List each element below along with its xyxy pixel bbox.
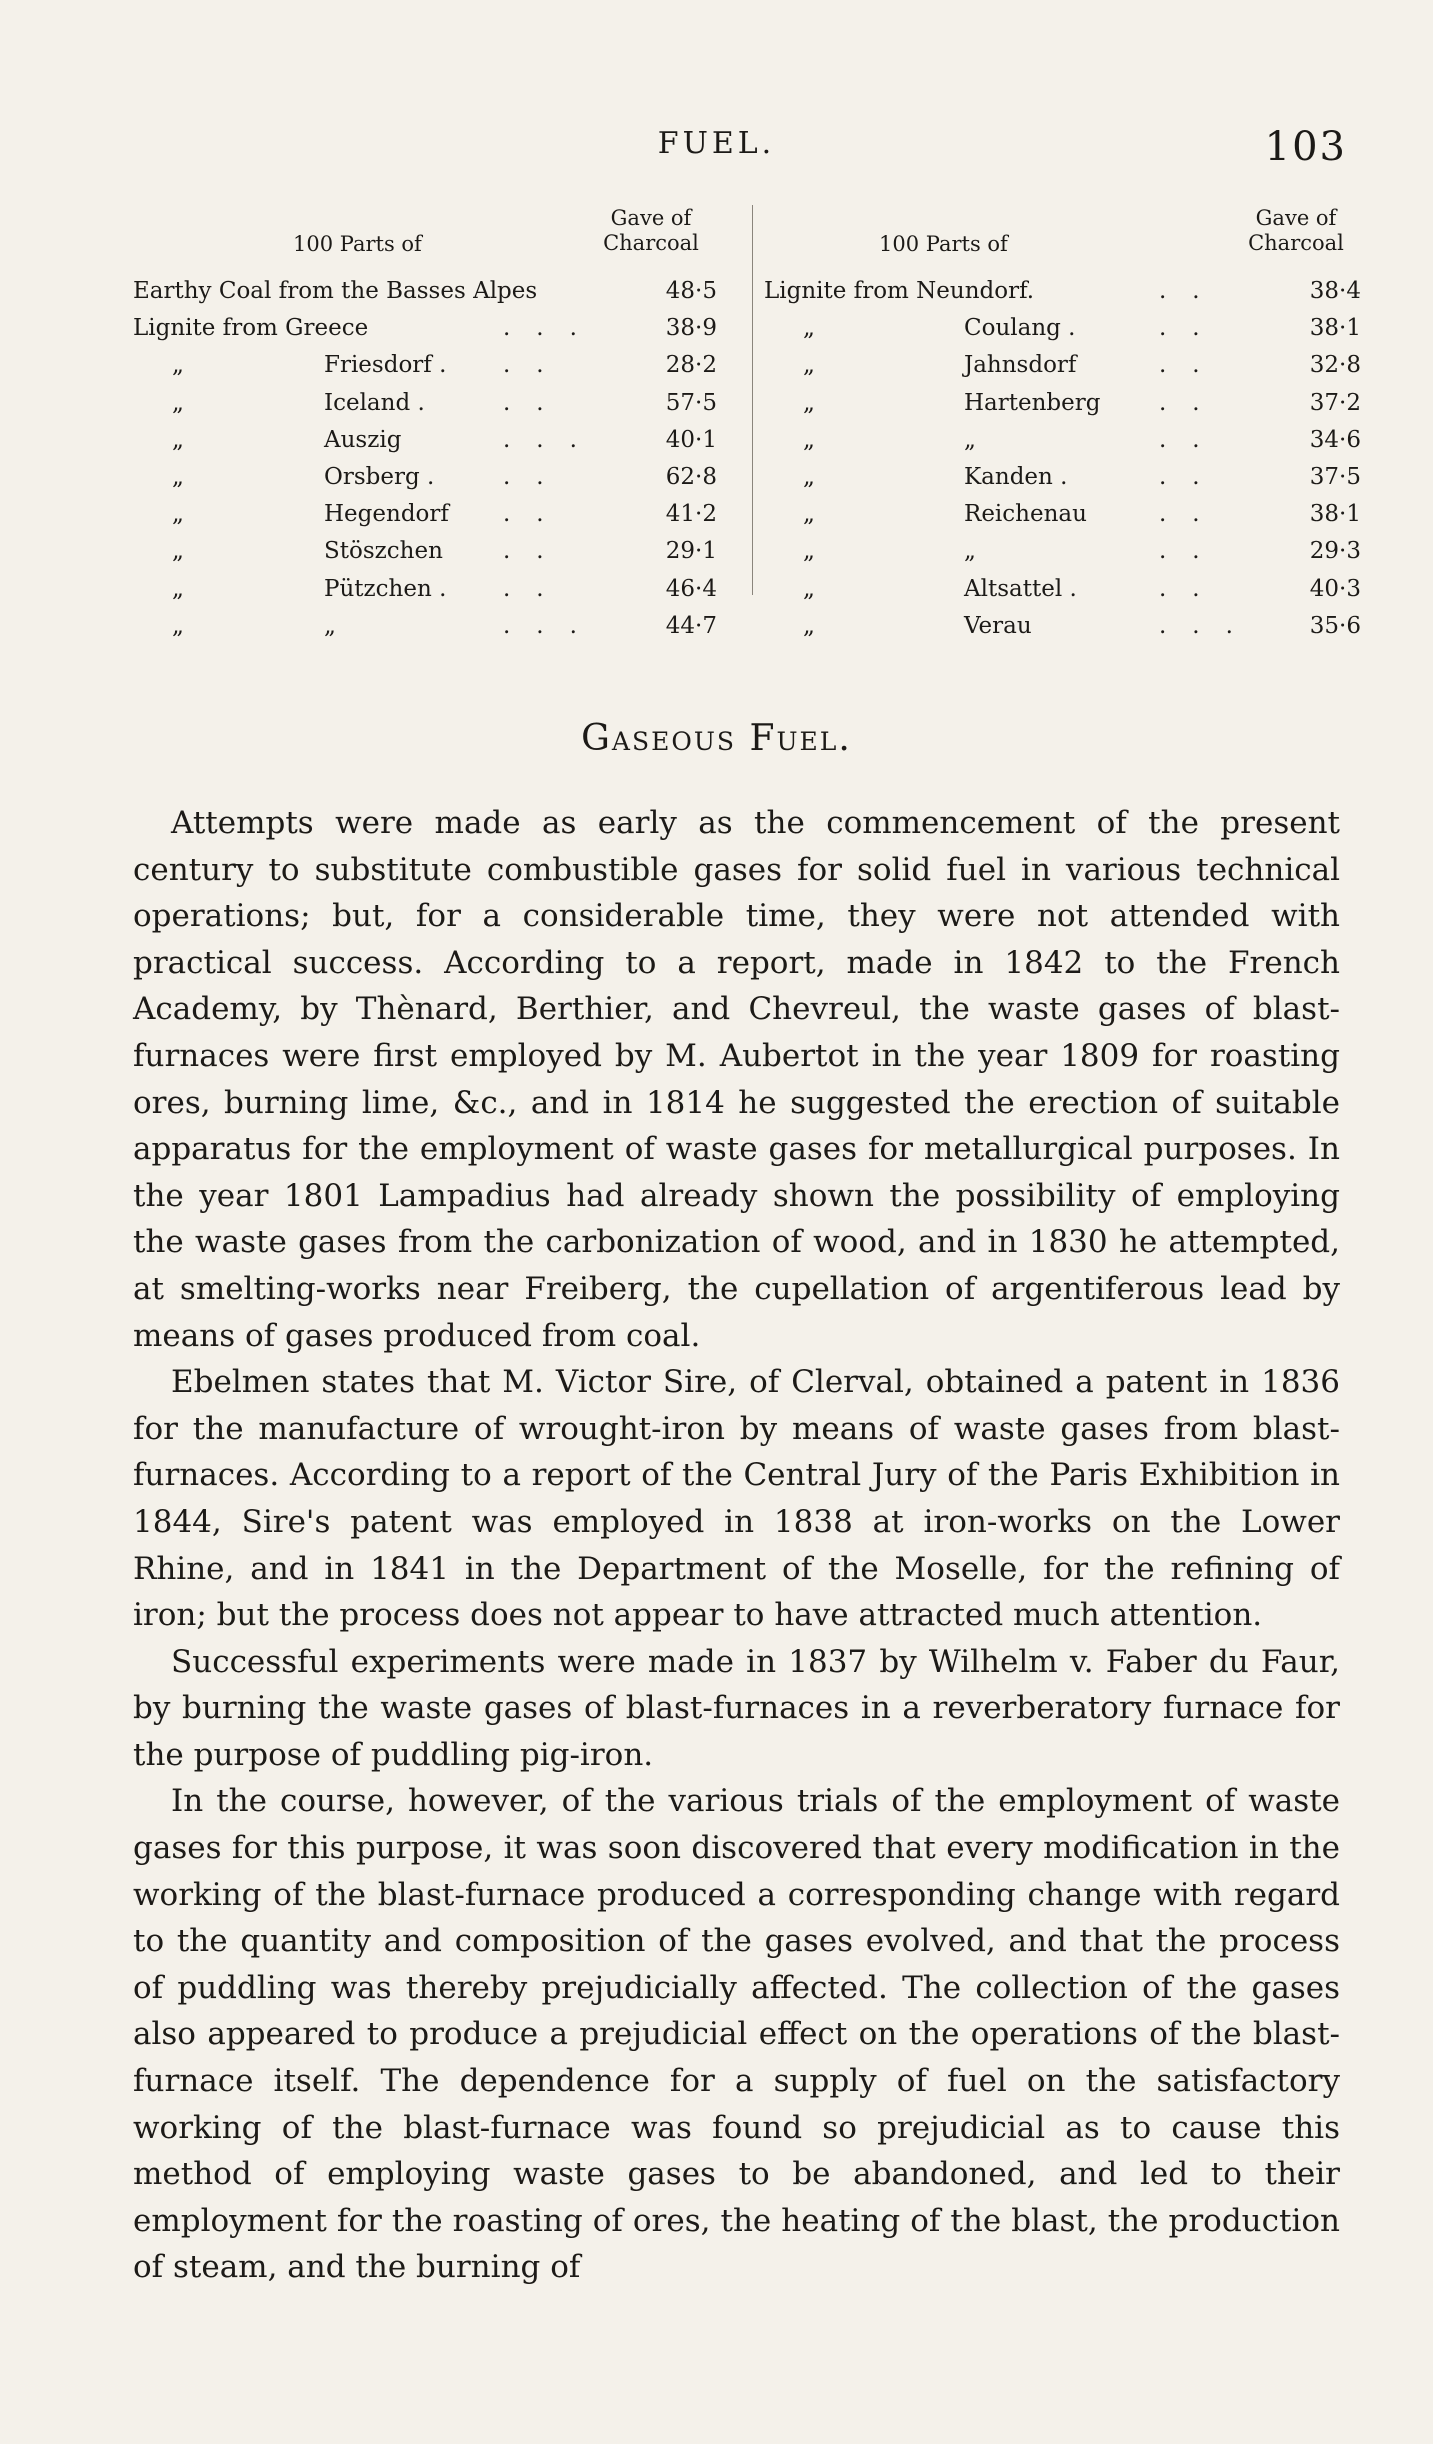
leader-dots: ... [503,315,603,342]
row-value: 29·3 [1309,538,1361,565]
ditto-mark: „ [803,463,815,490]
ditto-mark: „ [172,501,184,528]
row-value: 48·5 [665,278,717,304]
left-table-header-gave-line1: Gave of [610,206,692,230]
row-value: 38·1 [1309,501,1361,528]
left-table-rows [133,273,717,645]
right-table-rows [764,273,1361,645]
leader-dots: .. [1159,426,1226,453]
right-table-header-gave-line2: Charcoal [1248,231,1344,255]
leader-dots: .. [503,463,570,490]
row-value: 38·4 [1309,278,1361,304]
row-name: „ [324,612,336,639]
row-name: Auszig [324,426,402,453]
table-row [764,310,1361,347]
row-value: 40·1 [665,426,717,453]
right-table-header-gave [1226,206,1366,256]
table-row [764,571,1361,608]
row-name: Stöszchen [324,538,443,565]
row-name: Pützchen . [324,575,447,602]
row-label: Earthy Coal from the Basses Alpes [133,278,538,304]
table-row [764,608,1361,645]
ditto-mark: „ [803,575,815,602]
leader-dots: .. [503,352,570,379]
page-number: 103 [1264,124,1347,170]
ditto-mark: „ [172,389,184,416]
row-name: „ [964,426,976,453]
ditto-mark: „ [172,352,184,379]
left-table-header-gave-line2: Charcoal [603,231,699,255]
row-name: „ [964,538,976,565]
ditto-mark: „ [172,612,184,639]
running-title: FUEL. [657,126,776,161]
leader-dots: ... [503,612,603,639]
right-table-header-gave-line1: Gave of [1255,206,1337,230]
row-label: Lignite from Neundorf. [764,278,1035,304]
paragraph: Successful experiments were made in 1837 by Wilhelm v. Faber du Faur, by burning the waste gases of blast-furnaces in a reverberatory furnace for the purpose of puddling pig-iron. [133,1643,1340,1773]
ditto-mark: „ [803,315,815,342]
leader-dots: .. [1159,315,1226,342]
row-value: 62·8 [665,463,717,490]
row-name: Friesdorf . [324,352,447,379]
leader-dots: ... [503,426,603,453]
row-name: Coulang . [964,315,1076,342]
running-head [0,122,1433,172]
table-row [764,273,1361,310]
row-label: Lignite from Greece [133,315,369,342]
row-value: 38·1 [1309,315,1361,342]
leader-dots: .. [1159,575,1226,602]
row-value: 35·6 [1309,612,1361,639]
ditto-mark: „ [803,352,815,379]
leader-dots: ... [1159,612,1259,639]
ditto-mark: „ [803,538,815,565]
paragraph: Attempts were made as early as the commencement of the present century to substitute combustible gases for solid fuel in various technical operations; but, for a considerable time, they were not attended with practical success. According to a report, made in 1842 to the French Academy, by Thènard, Berthier, and Chevreul, the waste gases of blast-furnaces were first employed by M. Aubertot in the year 1809 for roasting ores, burning lime, &c., and in 1814 he suggested the erection of suitable apparatus for the employment of waste gases for metallurgical purposes. In the year 1801 Lampadius had already shown the possibility of employing the waste gases from the carbonization of wood, and in 1830 he attempted, at smelting-works near Freiberg, the cupellation of argentiferous lead by means of gases produced from coal. [133,805,1340,1354]
row-value: 28·2 [665,352,717,379]
row-name: Orsberg . [324,463,435,490]
row-value: 44·7 [665,612,717,639]
table-row [764,496,1361,533]
table-row [133,608,717,645]
paragraph: In the course, however, of the various trials of the employment of waste gases for this purpose, it was soon discovered that every modification in the working of the blast-furnace produced a corresponding change with regard to the quantity and composition of the gases evolved, and that the process of puddling was thereby prejudicially affected. The collection of the gases also appeared to produce a prejudicial effect on the operations of the blast-furnace itself. The dependence for a supply of fuel on the satisfactory working of the blast-furnace was found so prejudicial as to cause this method of employing waste gases to be abandoned, and led to their employment for the roasting of ores, the heating of the blast, the production of steam, and the burning of [133,1783,1340,2286]
row-name: Jahnsdorf [964,352,1077,379]
row-value: 37·2 [1309,389,1361,416]
ditto-mark: „ [172,538,184,565]
row-name: Verau [964,612,1032,639]
table-row [133,385,717,422]
table-row [133,310,717,347]
table-row [133,273,717,310]
table-row [133,347,717,384]
row-name: Kanden . [964,463,1068,490]
right-table-header-parts: 100 Parts of [879,232,1008,256]
row-name: Iceland . [324,389,425,416]
row-value: 38·9 [665,315,717,342]
row-value: 40·3 [1309,575,1361,602]
table-row [133,533,717,570]
ditto-mark: „ [803,612,815,639]
table-row [764,347,1361,384]
row-value: 29·1 [665,538,717,565]
table-row [764,533,1361,570]
section-heading: Gaseous Fuel. [581,718,852,759]
ditto-mark: „ [803,426,815,453]
row-value: 37·5 [1309,463,1361,490]
ditto-mark: „ [172,426,184,453]
ditto-mark: „ [172,575,184,602]
table-row [764,385,1361,422]
row-name: Altsattel . [964,575,1077,602]
leader-dots: .. [503,389,570,416]
table-row [133,571,717,608]
column-divider [752,205,753,595]
leader-dots: .. [1159,501,1226,528]
left-table [133,200,717,639]
leader-dots: .. [1159,352,1226,379]
row-value: 46·4 [665,575,717,602]
paragraph: Ebelmen states that M. Victor Sire, of Clerval, obtained a patent in 1836 for the manufacture of wrought-iron by means of waste gases from blast-furnaces. According to a report of the Central Jury of the Paris Exhibition in 1844, Sire's patent was employed in 1838 at iron-works on the Lower Rhine, and in 1841 in the Department of the Moselle, for the refining of iron; but the process does not appear to have attracted much attention. [133,1364,1340,1634]
body-text [133,800,1340,2291]
table-row [764,459,1361,496]
left-table-header-gave [581,206,721,256]
row-value: 41·2 [665,501,717,528]
row-value: 34·6 [1309,426,1361,453]
row-value: 57·5 [665,389,717,416]
row-value: 32·8 [1309,352,1361,379]
table-row [133,459,717,496]
leader-dots: .. [1159,278,1226,304]
leader-dots: .. [503,575,570,602]
leader-dots: .. [1159,463,1226,490]
table-row [133,496,717,533]
leader-dots: .. [1159,538,1226,565]
leader-dots: .. [503,538,570,565]
table-row [764,422,1361,459]
ditto-mark: „ [803,501,815,528]
ditto-mark: „ [803,389,815,416]
ditto-mark: „ [172,463,184,490]
table-row [133,422,717,459]
left-table-header-parts: 100 Parts of [293,232,422,256]
row-name: Hegendorf [324,501,449,528]
right-table [764,200,1361,639]
leader-dots: .. [503,501,570,528]
leader-dots: .. [1159,389,1226,416]
row-name: Reichenau [964,501,1087,528]
row-name: Hartenberg [964,389,1101,416]
